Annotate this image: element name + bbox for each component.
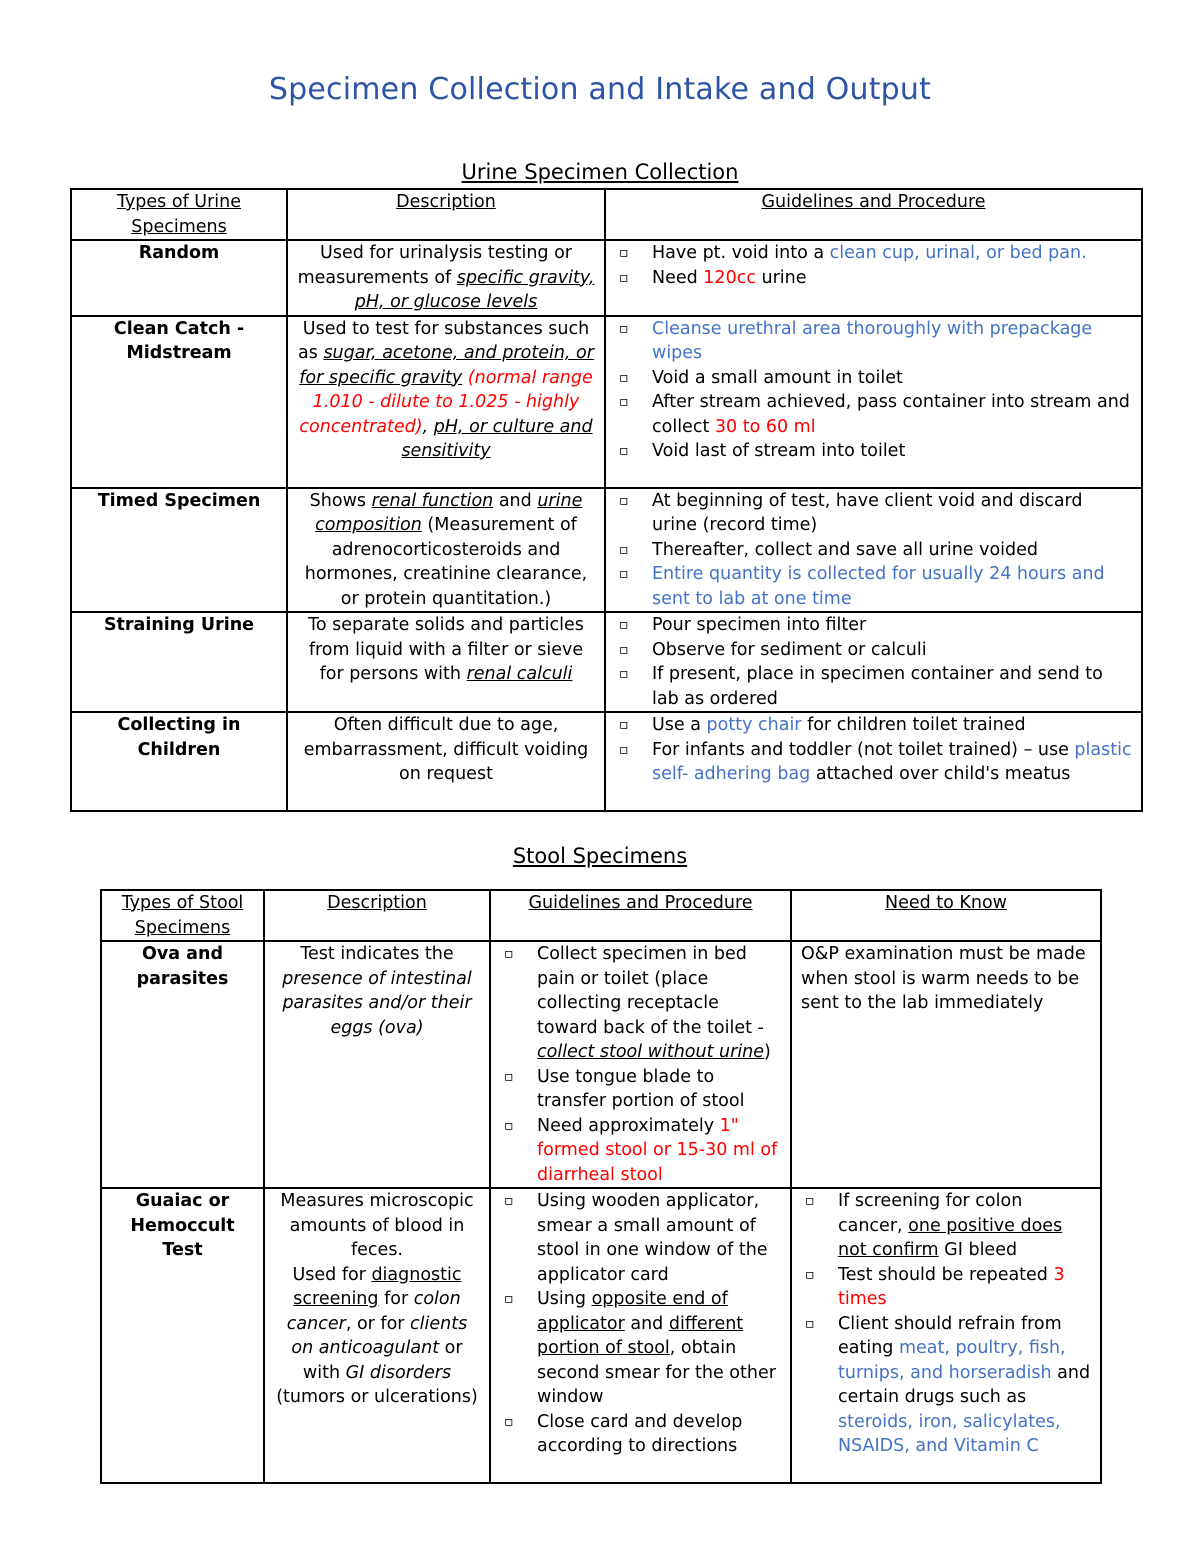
list-item: ▫ Cleanse urethral area thoroughly with prepackage wipes: [615, 317, 1132, 366]
list-item: ▫ Entire quantity is collected for usually 24 hours and sent to lab at one time: [615, 562, 1132, 611]
list-item: ▫ After stream achieved, pass container into stream and collect 30 to 60 ml: [615, 390, 1132, 439]
table-row: [101, 1188, 1101, 1483]
stool-header-row: [101, 890, 1101, 941]
list-item: ▫ Have pt. void into a clean cup, urinal, or bed pan.: [615, 241, 1132, 266]
type-cell: Ova and parasites: [101, 941, 264, 1188]
header-types: Types of Urine Specimens: [71, 189, 287, 240]
stool-section-title: Stool Specimens: [512, 844, 688, 868]
description-cell: To separate solids and particles from liquid with a filter or sieve for persons with renal calculi: [287, 612, 605, 712]
type-cell: Clean Catch - Midstream: [71, 316, 287, 488]
header-need-to-know: Need to Know: [791, 890, 1101, 941]
description-cell: Test indicates the presence of intestinal parasites and/or their eggs (ova): [264, 941, 490, 1188]
list-item: ▫ Use a potty chair for children toilet trained: [615, 713, 1132, 738]
guidelines-cell: [605, 712, 1142, 811]
list-item: ▫ Test should be repeated 3 times: [801, 1263, 1091, 1312]
list-item: ▫ Using wooden applicator, smear a small amount of stool in one window of the applicator card: [500, 1189, 781, 1287]
list-item: ▫ Observe for sediment or calculi: [615, 638, 1132, 663]
guidelines-cell: [490, 941, 791, 1188]
urine-header-row: [71, 189, 1142, 240]
list-item: ▫ Need 120cc urine: [615, 266, 1132, 291]
guidelines-cell: [605, 316, 1142, 488]
description-cell: Shows renal function and urine composition (Measurement of adrenocorticosteroids and hormones, creatinine clearance, or protein quantitation.): [287, 488, 605, 613]
list-item: ▫ Pour specimen into filter: [615, 613, 1132, 638]
page-title: Specimen Collection and Intake and Output: [268, 72, 932, 107]
table-row: [71, 488, 1142, 613]
description-cell: Used to test for substances such as sugar, acetone, and protein, or for specific gravity (normal range 1.010 - dilute to 1.025 - highly concentrated), pH, or culture and sensitivity: [287, 316, 605, 488]
stool-table: [100, 889, 1102, 1484]
description-cell: Used for urinalysis testing or measurements of specific gravity, pH, or glucose levels: [287, 240, 605, 316]
guidelines-cell: [605, 612, 1142, 712]
guidelines-cell: [490, 1188, 791, 1483]
need-to-know-cell: O&P examination must be made when stool is warm needs to be sent to the lab immediately: [791, 941, 1101, 1188]
table-row: [101, 941, 1101, 1188]
list-item: ▫ At beginning of test, have client void and discard urine (record time): [615, 489, 1132, 538]
list-item: ▫ Need approximately 1" formed stool or 15-30 ml of diarrheal stool: [500, 1114, 781, 1188]
urine-section-title: Urine Specimen Collection: [461, 160, 739, 184]
header-description: Description: [287, 189, 605, 240]
type-cell: Timed Specimen: [71, 488, 287, 613]
list-item: ▫ Close card and develop according to directions: [500, 1410, 781, 1459]
list-item: ▫ If present, place in specimen container and send to lab as ordered: [615, 662, 1132, 711]
type-cell: Guaiac or Hemoccult Test: [101, 1188, 264, 1483]
list-item: ▫ Void last of stream into toilet: [615, 439, 1132, 464]
header-guidelines: Guidelines and Procedure: [605, 189, 1142, 240]
list-item: ▫ Collect specimen in bed pain or toilet (place collecting receptacle toward back of the toilet - collect stool without urine): [500, 942, 781, 1065]
list-item: ▫ Client should refrain from eating meat, poultry, fish, turnips, and horseradish and certain drugs such as steroids, iron, salicylates, NSAIDS, and Vitamin C: [801, 1312, 1091, 1459]
list-item: ▫ For infants and toddler (not toilet trained) – use plastic self- adhering bag attached over child's meatus: [615, 738, 1132, 787]
guidelines-cell: [605, 240, 1142, 316]
list-item: ▫ Use tongue blade to transfer portion of stool: [500, 1065, 781, 1114]
list-item: ▫ If screening for colon cancer, one positive does not confirm GI bleed: [801, 1189, 1091, 1263]
urine-table: [70, 188, 1143, 812]
guidelines-cell: [605, 488, 1142, 613]
description-cell: Often difficult due to age, embarrassment, difficult voiding on request: [287, 712, 605, 811]
header-guidelines: Guidelines and Procedure: [490, 890, 791, 941]
description-cell: Measures microscopic amounts of blood in feces. Used for diagnostic screening for colon cancer, or for clients on anticoagulant or with GI disorders (tumors or ulcerations): [264, 1188, 490, 1483]
header-types: Types of Stool Specimens: [101, 890, 264, 941]
need-to-know-cell: [791, 1188, 1101, 1483]
list-item: ▫ Void a small amount in toilet: [615, 366, 1132, 391]
table-row: [71, 712, 1142, 811]
type-cell: Collecting in Children: [71, 712, 287, 811]
table-row: [71, 240, 1142, 316]
type-cell: Straining Urine: [71, 612, 287, 712]
header-description: Description: [264, 890, 490, 941]
table-row: [71, 612, 1142, 712]
table-row: [71, 316, 1142, 488]
list-item: ▫ Using opposite end of applicator and different portion of stool, obtain second smear for the other window: [500, 1287, 781, 1410]
type-cell: Random: [71, 240, 287, 316]
list-item: ▫ Thereafter, collect and save all urine voided: [615, 538, 1132, 563]
